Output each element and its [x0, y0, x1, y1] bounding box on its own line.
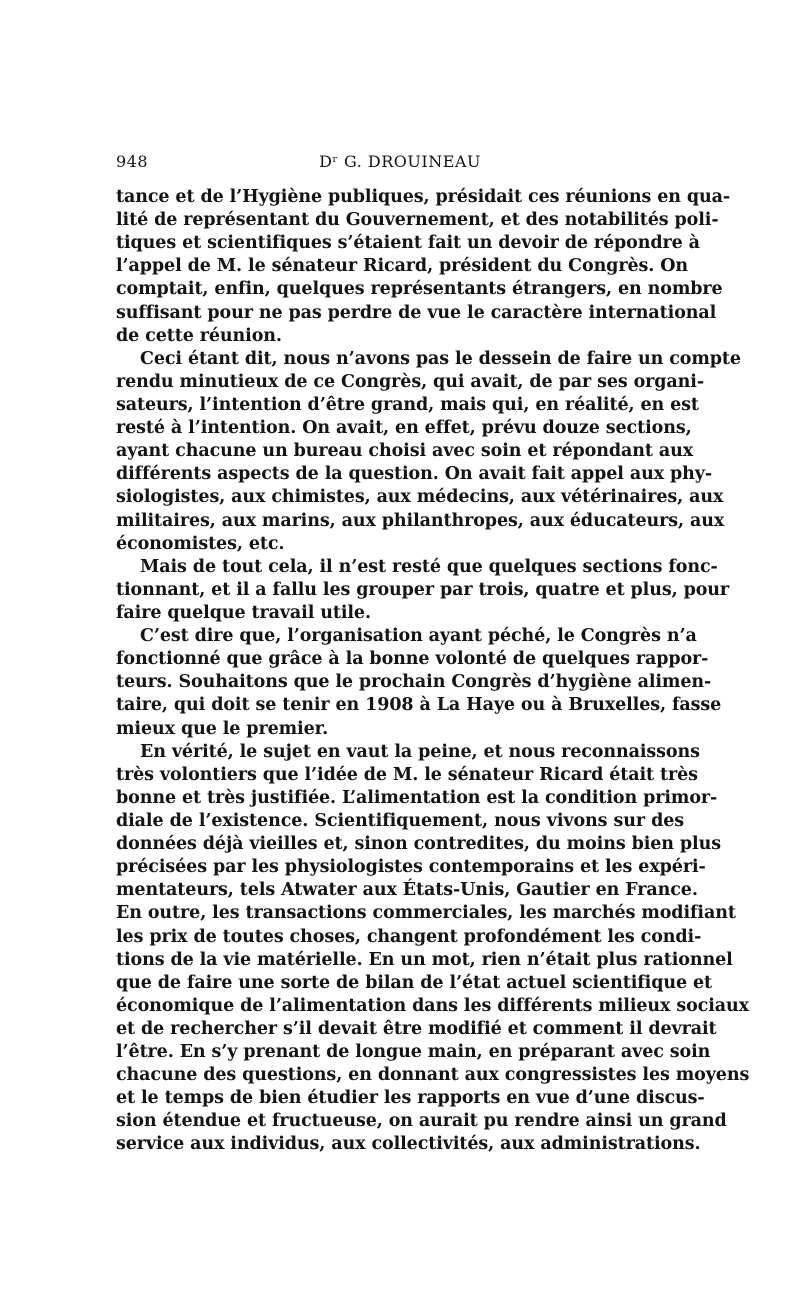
- text-line: l’être. En s’y prenant de longue main, en préparant avec soin: [116, 1042, 711, 1063]
- text-line: mentateurs, tels Atwater aux États-Unis, Gautier en France.: [116, 880, 698, 901]
- text-line: de cette réunion.: [116, 325, 282, 346]
- text-line: sion étendue et fructueuse, on aurait pu rendre ainsi un grand: [116, 1111, 727, 1132]
- text-line: économistes, etc.: [116, 533, 285, 554]
- text-line: tions de la vie matérielle. En un mot, rien n’était plus rationnel: [116, 949, 733, 970]
- text-line: service aux individus, aux collectivités, aux administrations.: [116, 1134, 701, 1155]
- text-line: rendu minutieux de ce Congrès, qui avait, de par ses organi-: [116, 371, 705, 392]
- text-line: économique de l’alimentation dans les différents milieux sociaux: [116, 995, 749, 1016]
- text-line: données déjà vieilles et, sinon contredites, du moins bien plus: [116, 834, 721, 855]
- text-line: sateurs, l’intention d’être grand, mais qui, en réalité, en est: [116, 394, 699, 415]
- text-line: En vérité, le sujet en vaut la peine, et nous reconnaissons: [140, 741, 700, 762]
- text-line: l’appel de M. le sénateur Ricard, président du Congrès. On: [116, 256, 688, 277]
- text-line: siologistes, aux chimistes, aux médecins, aux vétérinaires, aux: [116, 487, 724, 508]
- text-line: les prix de toutes choses, changent profondément les condi-: [116, 926, 702, 947]
- page-header: [116, 152, 684, 176]
- text-line: fonctionné que grâce à la bonne volonté de quelques rappor-: [116, 649, 709, 670]
- text-line: ayant chacune un bureau choisi avec soin et répondant aux: [116, 441, 694, 462]
- text-line: teurs. Souhaitons que le prochain Congrès d’hygiène alimen-: [116, 672, 712, 693]
- text-line: bonne et très justifiée. L’alimentation est la condition primor-: [116, 787, 718, 808]
- text-line: comptait, enfin, quelques représentants étrangers, en nombre: [116, 279, 723, 300]
- text-line: militaires, aux marins, aux philanthropes, aux éducateurs, aux: [116, 510, 725, 531]
- text-line: tiques et scientifiques s’étaient fait un devoir de répondre à: [116, 233, 700, 254]
- running-title: Dʳ G. DROUINEAU: [319, 152, 481, 171]
- text-line: lité de représentant du Gouvernement, et des notabilités poli-: [116, 210, 719, 231]
- text-line: mieux que le premier.: [116, 718, 329, 739]
- text-line: et de rechercher s’il devait être modifié et comment il devrait: [116, 1018, 717, 1039]
- text-line: suffisant pour ne pas perdre de vue le caractère international: [116, 302, 717, 323]
- text-line: taire, qui doit se tenir en 1908 à La Haye ou à Bruxelles, fasse: [116, 695, 722, 716]
- text-line: et le temps de bien étudier les rapports en vue d’une discus-: [116, 1088, 705, 1109]
- text-line: Ceci étant dit, nous n’avons pas le dessein de faire un compte: [140, 348, 741, 369]
- text-line: faire quelque travail utile.: [116, 602, 371, 623]
- text-line: Mais de tout cela, il n’est resté que quelques sections fonc-: [140, 556, 718, 577]
- text-line: diale de l’existence. Scientifiquement, nous vivons sur des: [116, 810, 684, 831]
- text-line: tance et de l’Hygiène publiques, présidait ces réunions en qua-: [116, 187, 731, 207]
- text-line: différents aspects de la question. On avait fait appel aux phy-: [116, 464, 713, 485]
- text-line: précisées par les physiologistes contemporains et les expéri-: [116, 857, 706, 878]
- text-line: que de faire une sorte de bilan de l’état actuel scientifique et: [116, 972, 713, 993]
- text-line: resté à l’intention. On avait, en effet, prévu douze sections,: [116, 418, 692, 439]
- page-number: 948: [116, 152, 149, 171]
- body-text: [116, 186, 750, 1157]
- text-line: très volontiers que l’idée de M. le sénateur Ricard était très: [116, 764, 698, 785]
- text-line: chacune des questions, en donnant aux congressistes les moyens: [116, 1065, 750, 1086]
- text-line: En outre, les transactions commerciales, les marchés modifiant: [116, 903, 736, 924]
- text-line: tionnant, et il a fallu les grouper par trois, quatre et plus, pour: [116, 579, 730, 600]
- text-line: C’est dire que, l’organisation ayant péché, le Congrès n’a: [140, 626, 697, 647]
